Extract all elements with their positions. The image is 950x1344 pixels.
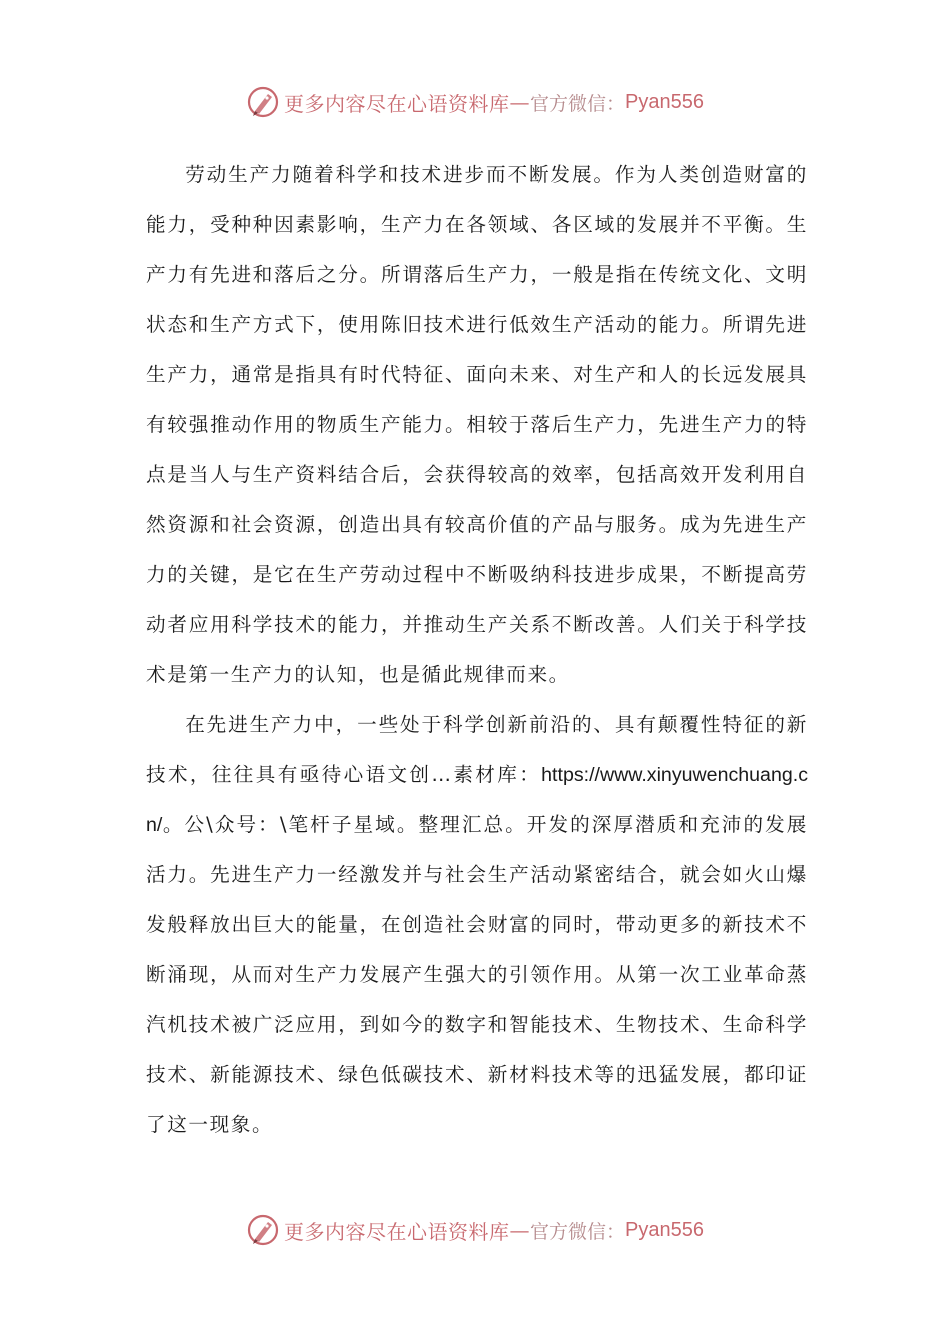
body-paragraph-2: [146, 700, 808, 1150]
banner-promo-text: 更多内容尽在心语资料库: [284, 91, 510, 116]
paragraph-2-text-end: 。公\众号：\笔杆子星域。整理汇总。开发的深厚潜质和充沛的发展活力。先进生产力一经激发并与社会生产活动紧密结合，就会如火山爆发般释放出巨大的能量，在创造社会财富的同时，带动更多的新技术不断涌现，从而对生产力发展产生强大的引领作用。从第一次工业革命蒸汽机技术被广泛应用，到如今的数字和智能技术、生物技术、生命科学技术、新能源技术、绿色低碳技术、新材料技术等的迅猛发展，都印证了这一现象。: [146, 813, 808, 1136]
banner-wechat-id: Pyan556: [625, 1218, 704, 1241]
banner-wechat-id: Pyan556: [625, 90, 704, 113]
paragraph-2-url: https://www.xinyuwenchuang.cn/: [146, 764, 808, 836]
body-paragraph-1: 劳动生产力随着科学和技术进步而不断发展。作为人类创造财富的能力，受种种因素影响，生产力在各领域、各区域的发展并不平衡。生产力有先进和落后之分。所谓落后生产力，一般是指在传统文化、文明状态和生产方式下，使用陈旧技术进行低效生产活动的能力。所谓先进生产力，通常是指具有时代特征、面向未来、对生产和人的长远发展具有较强推动作用的物质生产能力。相较于落后生产力，先进生产力的特点是当人与生产资料结合后，会获得较高的效率，包括高效开发利用自然资源和社会资源，创造出具有较高价值的产品与服务。成为先进生产力的关键，是它在生产劳动过程中不断吸纳科技进步成果，不断提高劳动者应用科学技术的能力，并推动生产关系不断改善。人们关于科学技术是第一生产力的认知，也是循此规律而来。: [146, 163, 808, 686]
pen-nib-logo-icon: [246, 85, 280, 119]
banner-separator: —: [509, 1218, 530, 1242]
banner-separator: —: [509, 90, 530, 114]
document-body: [146, 150, 808, 1150]
footer-banner: [0, 1210, 950, 1250]
banner-promo-text: 更多内容尽在心语资料库: [284, 1219, 510, 1244]
banner-official-label: 官方微信：: [530, 92, 626, 115]
pen-nib-logo-icon: [246, 1213, 280, 1247]
paragraph-2-text-start: 在先进生产力中，一些处于科学创新前沿的、具有颠覆性特征的新技术，往往具有亟待心语文创…素材库：: [146, 713, 808, 786]
banner-official-label: 官方微信：: [530, 1220, 626, 1243]
header-banner: [0, 82, 950, 122]
